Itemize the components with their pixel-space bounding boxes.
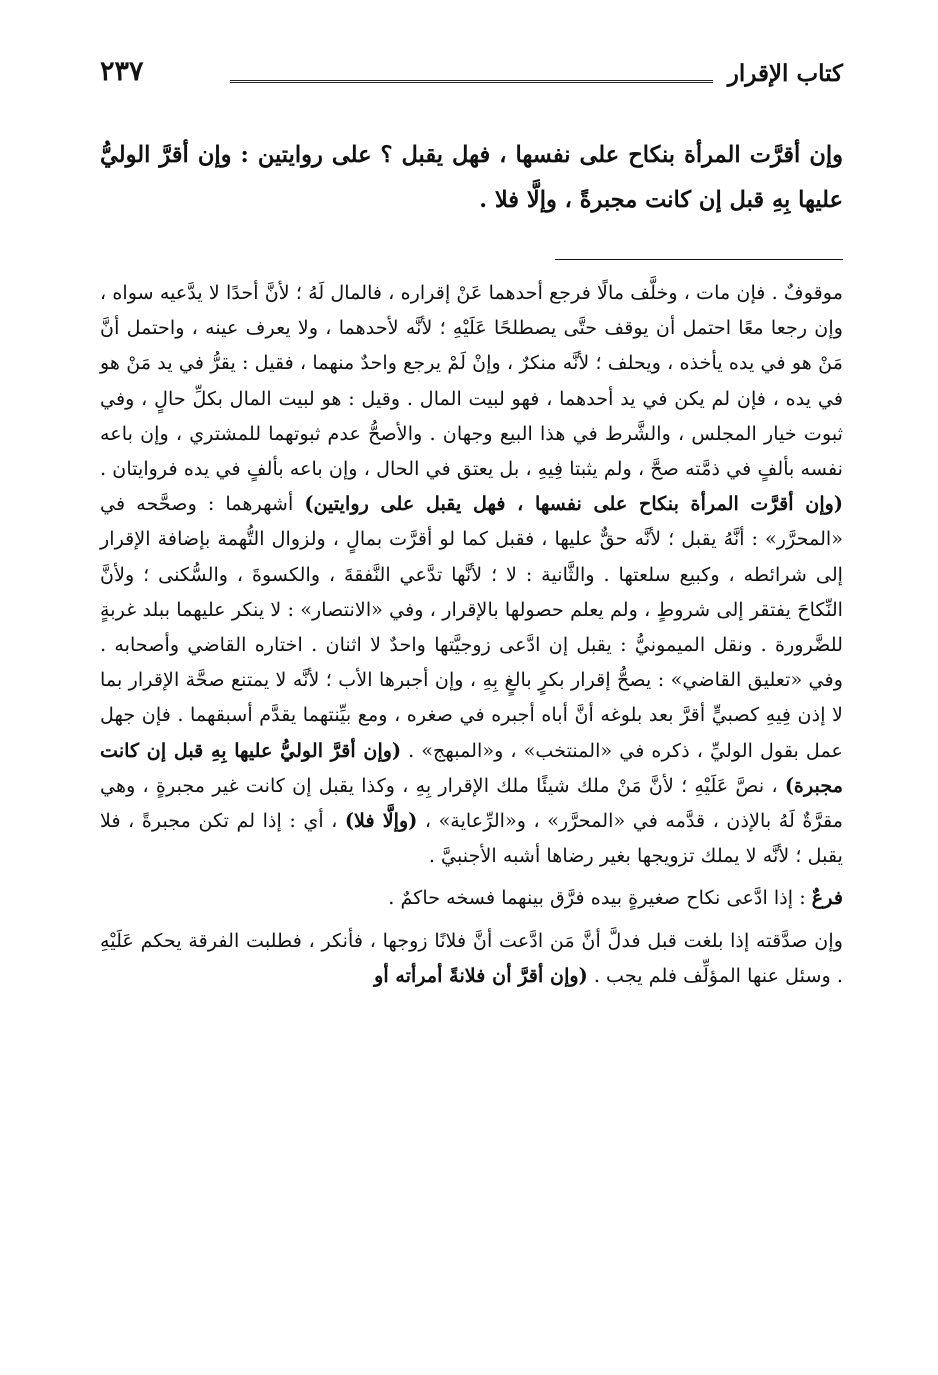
commentary-paragraph <box>100 275 843 873</box>
main-text-paragraph: وإن أقرَّت المرأة بنكاح على نفسها ، فهل يقبل ؟ على روايتين : وإن أقرَّ الوليُّ عليها بِهِ قبل إن كانت مجبرةً ، وإلَّا فلا . <box>100 142 843 213</box>
commentary-text: أشهرهما : وصحَّحه في «المحرَّر» : أنَّهُ يقبل ؛ لأنَّه حقٌّ عليها ، فقبل كما لو أقرَّت بمالٍ ، ولزوال التُّهمة بإضافة الإقرار إلى شرائطه ، وكبيع سلعتها . والثَّانية : لا ؛ لأنَّها تدَّعي النَّفقةَ ، والكسوةَ ، والسُّكنى ؛ ولأنَّ النِّكاحَ يفتقر إلى شروطٍ ، ولم يعلم حصولها بالإقرار ، وفي «الانتصار» : لا ينكر عليهما ببلد غربةٍ للضَّرورة . ونقل الميمونيُّ : يقبل إن ادَّعى زوجيَّتها واحدٌ لا اثنان . اختاره القاضي وأصحابه . وفي «تعليق القاضي» : يصحُّ إقرار بكرٍ بالغٍ بِهِ ، وإن أجبرها الأب ؛ لأنَّه لا يمتنع صحَّة الإقرار بما لا إذن فِيهِ كصبيٍّ أقرَّ بعد بلوغه أنَّ أباه أجبره في صغره ، ومع بيِّنتهما يقدَّم أسبقهما . فإن جهل عمل بقول الوليِّ ، ذكره في «المنتخب» ، و«المبهج» . <box>100 492 843 762</box>
main-text <box>100 133 843 223</box>
header-rule <box>230 80 713 83</box>
footnote-separator <box>555 259 843 260</box>
commentary-text: ، نصَّ عَلَيْهِ ؛ لأنَّ مَنْ ملك شيئًا ملك الإقرار بِهِ ، وكذا يقبل إن كانت غير مجبرةٍ ، وهي مقرَّةٌ لَهُ بالإذن ، قدَّمه في «المحرَّر» ، و«الرِّعاية» ، <box>100 773 843 833</box>
commentary-paragraph <box>100 880 843 915</box>
page-number: ٢٣٧ <box>100 56 144 87</box>
commentary-text: وإن صدَّقته إذا بلغت قبل فدلَّ أنَّ مَن ادَّعت أنَّ فلانًا زوجها ، فأنكر ، فطلبت الفرقة يحكم عَلَيْهِ . وسئل عنها المؤلِّف فلم يجب . <box>100 928 843 987</box>
commentary <box>100 275 843 993</box>
quoted-main-text: (وإن أقرَّ أن فلانةً أمرأته أو <box>374 963 588 987</box>
branch-label: فرعٌ <box>811 886 843 910</box>
quoted-main-text: (وإن أقرَّ الوليُّ عليها بِهِ قبل إن كانت مجبرة) <box>100 738 843 797</box>
commentary-text: ، أي : إذا لم تكن مجبرةً ، فلا يقبل ؛ لأنَّه لا يملك تزويجها بغير رضاها أشبه الأجنبيَّ . <box>100 809 843 868</box>
commentary-text: موقوفٌ . فإن مات ، وخلَّف مالًا فرجع أحدهما عَنْ إقراره ، فالمال لَهُ ؛ لأنَّ أحدًا لا يدَّعيه سواه ، وإن رجعا معًا احتمل أن يوقف حتَّى يصطلحًا عَلَيْهِ ؛ لأنَّه لأحدهما ، ولا يعرف عينه ، واحتمل أنَّ مَنْ هو في يده يأخذه ، ويحلف ؛ لأنَّه منكرٌ ، وإنْ لَمْ يرجع واحدٌ منهما ، فقيل : يقرُّ في يد مَنْ هو في يده ، فإن لم يكن في يد أحدهما ، فهو لبيت المال . وقيل : هو لبيت المال بكلِّ حالٍ ، وفي ثبوت خيار المجلس ، والشَّرط في هذا البيع وجهان . والأصحُّ عدم ثبوتهما للمشتري ، وإن باعه نفسه بألفٍ في ذمَّته صحَّ ، ولم يثبتا فِيهِ ، بل يعتق في الحال ، وإن باعه بألفٍ في يده فروايتان . <box>100 281 843 481</box>
commentary-text: : إذا ادَّعى نكاح صغيرةٍ بيده فرَّق بينهما فسخه حاكمٌ . <box>388 886 806 910</box>
commentary-paragraph <box>100 923 843 993</box>
quoted-main-text: (وإلَّا فلا) <box>344 809 418 833</box>
running-title: كتاب الإقرار <box>727 60 843 87</box>
quoted-main-text: (وإن أقرَّت المرأة بنكاح على نفسها ، فهل يقبل على روايتين) <box>304 492 843 516</box>
page-header <box>100 50 843 100</box>
